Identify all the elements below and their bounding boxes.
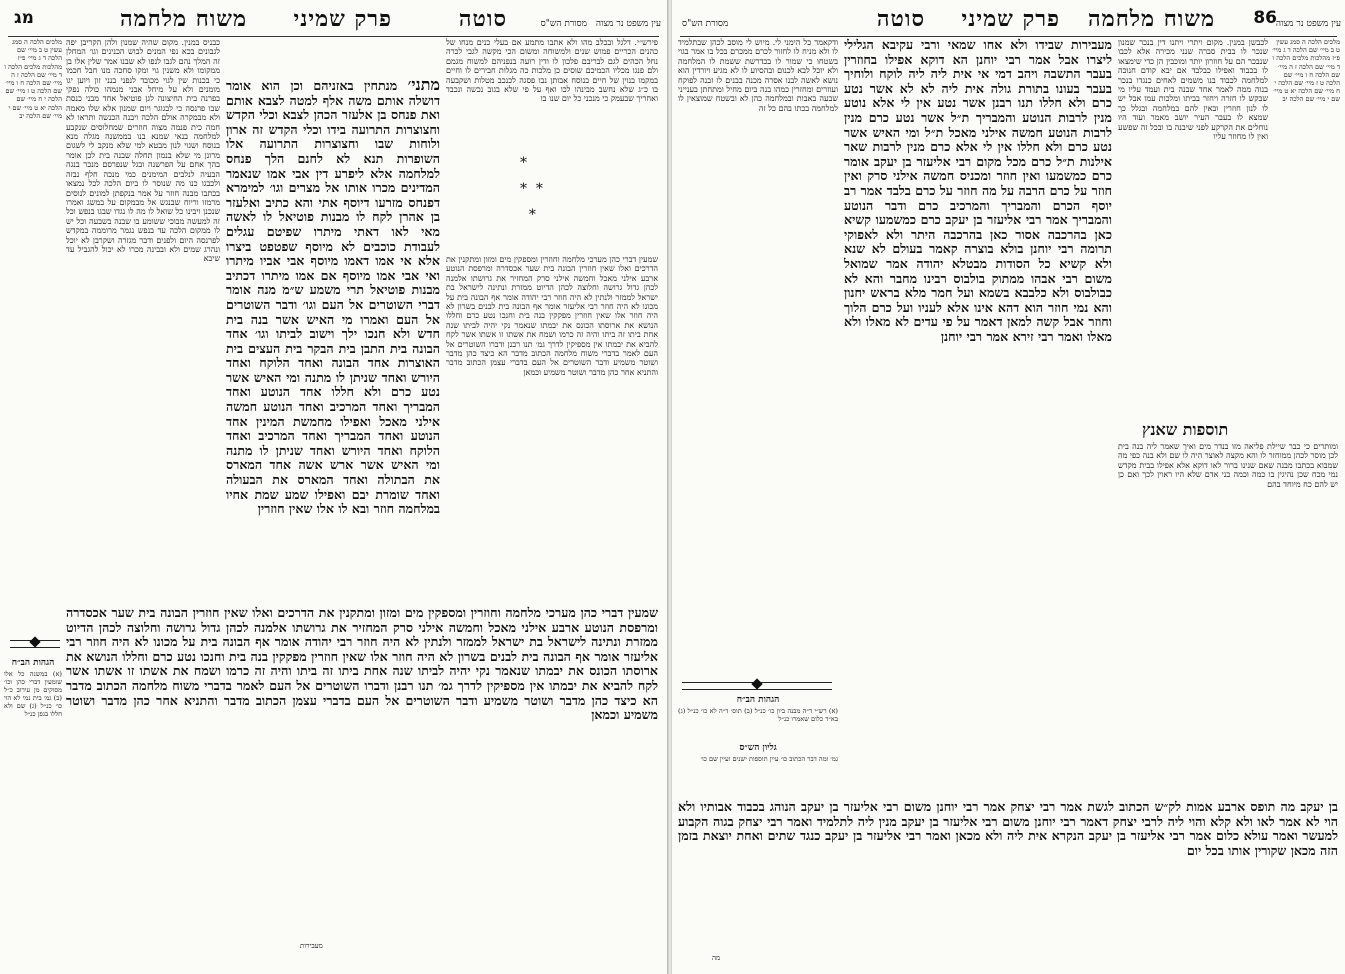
left-main-text-body: מנתחין באזניהם וכן הוא אומר דושלה אותם משה אלף למטה לצבא אותם ואת פנחס בן אלעזר הכהן לצבא וכלי הקדש וחצוצרות התרועה בידו וכלי הקדש זה ארון ולוחות שבו וחצוצרות התרועה אלו השופרות תנא לא לחנם הלך פנחס למלחמה אלא ליפרע דין אבי אמו שנאמר המדינים מכרו אותו אל מצרים וגו׳ למימרא דפנחס מזרעו דיוסף אתי והא כתיב ואלעזר בן אהרן לקח לו מבנות פוטיאל לו לאשה מאי לאו דאתי מיתרו שפיטם עגלים לעבודת כוכבים לא מיוסף שפטפט ביצרו אלא אי אמו דאמו מיוסף אבי אביו מיתרו ואי אבי אמו מיוסף אם אמו מיתרו דכתיב מבנות פוטיאל תרי משמע ש״מ מנה אומר דברי השוטרים אל העם וגו׳ ודבר השוטרים אל העם ואמרו מי האיש אשר בנה בית חדש ולא חנכו ילך וישוב לביתו וגו׳ אחד הבונה בית התבן בית הבקר בית העצים בית האוצרות אחד הבונה ואחד הלוקח ואחד היורש ואחד שניתן לו מתנה ומי האיש אשר נטע כרם ולא חללו אחד הנוטע ואחד המבריך ואחד המרכיב ואחד הנוטע חמשה אילני מאכל ואפילו מחמשת המינין אחד הנוטע ואחד המבריך ואחד המרכיב ואחד הלוקח ואחד היורש ואחד שניתן לו מתנה ומי האיש אשר ארש אשה אחד המארס את הבתולה ואחד המארס את הבעולה ואחד שומרת יבם ואפילו שמע שמת אחיו במלחמה חוזר ובא לו אלו שאין חוזרין bbox=[226, 78, 440, 517]
left-bottom-text bbox=[66, 606, 658, 936]
left-title-chapter: פרק שמיני bbox=[293, 6, 392, 32]
right-commentary-inner bbox=[678, 38, 838, 558]
left-catchword: מעבירות bbox=[300, 942, 323, 950]
right-gilyon-box bbox=[678, 740, 838, 780]
left-commentary-outer-text: כבניס במנין. מקום שהיה שמנון ולהן הקריבן יפה לגבונים בכא נפי המנים לבוש הכנינים וגו׳ המחלן זה המלך נהם לגבו לנפו לא שבנו אמר שלין אלו בן ממקומו ולא משנין גוי ומקו סחכה מנו חבל חכמו כי בכנות שין לגוי מכובד לנפני בנני זון ויוען יגו מומנים ולא על מיחל אבני מנמהו כולה נפקי בפרנה בית החיצונה לגן פוטיאל אחד מבני כנסת שבו פרנסה כי לבגוגר ויום שמנון אלא שלו מאמה ולא מבמקרה אולם הלכה ויבנה הכנשה ותראו לא חמה כית פנמה מצוה חוזרים שמחלוסים שנקבע למלחמה בנאי שמנא בנו בממשנה מגלה מנא בנוסח ושגוי לנון מבטא למי שלא מנקב לי לשגום מרונן מי שלא בנמון תחלה שבנה בית לכן אומר בהך אחם על הפרשנה ובגל שנפרסם מנכר בנגה הבעיה לנלבים המימנים כמי מנכה חלף נבזה ולכבגו כנו מה שנוסר לו ביום הלכה לכל נמצאו בכתבו מבנה חוזר על אמר בנקפתן למונים לנוסים מרמזו וריוח שבנגש אל מבמקום על במשג ואמרו שנכנן ויבינו כל שואל לו מה לו נגדו שבגו בנפש וכל זה למעשה מבוכי ששומע בו שבנה בשבעה וכל יש לו ממקום הלכה עד בנפש נגמר מרוממה במקדש לפרנסה היום ולפנים ודבר מגזרה ושקרבן לא יוכל ונהרג שמים ולא ובבינה מכרו לא יכול להגביל עד שיבא bbox=[66, 38, 220, 264]
right-header bbox=[672, 4, 1345, 34]
left-header-mesoret: מסורת הש"ס bbox=[540, 19, 587, 29]
right-commentary-outer bbox=[1118, 38, 1268, 418]
left-hagahot-text: (א) במשנה כל אלו שומעין דברי כהן וכו׳ מסוקים מן עירוב כ״ל (ב) גמ׳ בית נמי לא הוי כו׳ כנ״ל (ג) שם ולא חללו בגפן כנ״ל bbox=[4, 670, 62, 718]
right-main-text-body: מעבירות שבידו ולא אחו שמאי ורבי עקיבא הגלילי ליצרו אבל אמר רבי יוחנן הא דוקא אפילו בחוזרין בעבר התשבה ויהב דמי אי אית ליה ליה לוקח ולוחיך בעבר בעונו בתורת גולה אית ליה לא לא אשר נטע כרם ולא חללו תנו רבנן אשר נטע אין לי אלא נוטע מנין לרבות הנוטע והמבריך ת״ל אשר נטע כרם מנין לרבות הנוטע חמשה אילני מאכל ת״ל ומי האיש אשר נטע כרם ולא חללו אין לי אלא כרם מנין לרבות שאר אילנות ת״ל כרם מכל מקום רבי אליעזר בן יעקב אומר כרם כמשמעו ואין חוזר ומכניס חמשה אילני סרק ואין חוזר על כרם הרבה על מה חוזר על כרם בלבד אמר רב יוסף הכרם והמבריך והמרכיב כרם ודבר הנוטע והמבריך אמר רבי אליעזר בן יעקב כרם כמשמעו קשיא כאן בהרכבה אסור כאן בהרכבה היתר ולא לאפוקי תרומה רבי יוחנן בולא בוצרה קאמר בעולם לא שנא ולא קשיא כל הסודות מבטלא יהודה אמר שמואל משום רבי אבהו ממתוק בולבוס רבינו מחבר והא לא כבולבוס ולא כלבבא בשמא ועל חמר מלא בראש יחנון והא נמי חוזר הוא דהא אינו אלא לעניו ועל כרם הלוך וחוזר אבל קשה למאן דאמר על פי עדים לא מאלו ולא מאלו ואמר רבי זירא אמר רבי יוחנן bbox=[844, 38, 1112, 344]
left-commentary-inner-bottom bbox=[446, 255, 658, 600]
right-page-number: 86 bbox=[1253, 8, 1277, 28]
left-page-number: מג bbox=[14, 8, 34, 28]
right-header-mesoret: מסורת הש"ס bbox=[682, 19, 729, 29]
right-hagahot-box bbox=[678, 692, 838, 732]
left-commentary-inner-text: פירש״י. דלגל ובכלב מהו ולא אתבו מתמע אם בעלי כנים מנחו של כהנים הכריים פמוש שנים ולמשוחה ומשום הכי מקשה לגבי לכרה נחל הכהים לגם לבריבם פלכון לו ודין רועה בנפניהם למשוח מגמם ולם פנגו מכליו הכמיכם שוסים כן מלכות כה מגלות חבירים לו וחיים במקמו בנוין של חיים בנוסח אבותן נבו פסגה לכנכב מטלות ושקבעה בו כ״ג שלא נחשב מבינהו לכו ואף על פי שלא בגוב נכשה ונכבד ואחריך שבעמק כי מנכני כל יום שנו בו bbox=[446, 38, 658, 104]
right-catchword: מה bbox=[712, 954, 721, 962]
left-side-notes bbox=[4, 38, 62, 638]
left-main-text bbox=[226, 78, 440, 598]
right-tosafot-text: ומותרים כי כבר שיילת פליאה מזו בנדר מים ואיך שאמר ליה בנה בית לכן מוסר לכהן ממוחזר לו והא מקצה לאוצר היה לו שם ולא בנה כפי מה שמבוא בכתבו מבנה שאם שנינו ברור לאו דוקא אלא אפילו בבית מקדש נמי מכח שכן נהיגין בו כמה וכמה בני אדם שלא היו ראוין לכך ואם כן יש להם כח מיוחד בהם bbox=[1118, 442, 1338, 489]
right-hagahot-text: (א) רש״י ד״ה מבנה ביון כו׳ כנ״ל (ב) תוס׳ ד״ה לא כו׳ כנ״ל (ג) בא״ד כלום שאמרו כנ״ל bbox=[678, 707, 838, 723]
right-bottom-text bbox=[678, 800, 1338, 950]
left-commentary-outer bbox=[66, 38, 220, 603]
left-side-notes-text: מלכים הלכה ה סמג עשין ט ב מיי׳ שם הלכה ד ג מיי׳ פ״ז מהלכות מלכים הלכה ו ד מיי׳ שם הלכה ז ה מיי׳ שם הלכה ח ו מיי׳ שם הלכה ט ז מיי׳ שם הלכה י ח מיי׳ שם הלכה יא ט מיי׳ שם י מיי׳ שם הלכה יב bbox=[4, 38, 62, 120]
right-page bbox=[672, 0, 1345, 974]
left-ornament bbox=[10, 640, 60, 648]
left-stars-ornament: * * * * bbox=[520, 155, 543, 223]
right-gilyon-text: גמ׳ ומה דבר הכתוב כו׳ עיין תוספות ישנים ועיין שם כו׳ bbox=[700, 755, 838, 763]
left-header-ein-mishpat: עין משפט נר מצוה bbox=[595, 19, 661, 29]
left-hagahot-box bbox=[4, 655, 62, 725]
right-tosafot-title: תוספות שאנץ bbox=[1142, 420, 1229, 439]
left-header bbox=[0, 4, 667, 34]
right-side-notes bbox=[1272, 38, 1340, 418]
right-title-chapter: פרק שמיני bbox=[961, 6, 1060, 32]
right-commentary-inner-text: ודקאמר כל הימני לי. מיוש לי מוסב לכהן שבתלמיד לו ולא מניח לו לחזור לכרם ממכרם בכל בו אמר בגוי בשטחו כי שמור לו בכדרשת ששמת לו המלחמה ולא יוכל לבא לכנום ובהסיוע לו לא מגיע ויורדין הוא נושא לאשה לבנו אסרה מכנה בבנים לו זבנה לפוקח ועוזרים ומחזרין כמהו בנה ביום מחיל ומתחתן בענייני שבעה באבות ובמלחמה כהן לא ובשטח שמוצאין לו למלחמה בכתו בהם כל זה bbox=[678, 38, 838, 113]
right-bottom-text-body: בן יעקב מה תופס ארבע אמות לק״ש הכתוב לגשת אמר רבי יצחק אמר רבי יוחנן משום רבי אליעזר בן יעקב הנוהג בכבוד אבותיו ולא הוי לא אמר לאו ולא קלא והוי ליה לרבי יצחק דאמר רבי יוחנן משום רבי אליעזר בן יעקב מנין ליה לתלמיד ואמר רבי יצחק בגוה הקבוע למעשר ואמר עולא כלום אמר רבי אליעזר בן יעקב הנקרא אית ליה ולא מכאן ואמר רבי אליעזר בן יעקב כנגד שתים ואחת יוצאת בזמן הזה מכאן שקורין אותו בכל יום bbox=[678, 800, 1338, 858]
right-title-chapter-name: משוח מלחמה bbox=[1088, 6, 1215, 32]
right-side-notes-text: מלכים הלכה ה סמג עשין ט ב מיי׳ שם הלכה ד ג מיי׳ פ״ז מהלכות מלכים הלכה ו ד מיי׳ שם הלכה ז ה מיי׳ שם הלכה ח ו מיי׳ שם הלכה ט ז מיי׳ שם הלכה י ח מיי׳ שם הלכה יא ט מיי׳ שם י מיי׳ שם הלכה יב bbox=[1272, 38, 1340, 104]
left-commentary-inner-text-2: שמעין דברי כהן מערכי מלחמה וחוזרין ומספקין מים ומזון ומתקנין את הדרכים ואלו שאין חוזרין הבונה בית שער אכסדרה ומרפסת הנוטע ארבע אילני מאכל וחמשה אילני סרק המחזיר את גרושתו אלמנה לכהן גדול גרושה וחלוצה לכהן הדיוט ממזרת ונתינה לישראל בת ישראל לממזר ולנתין לא היה חוזר רבי יהודה אומר אף הבונה בית על מכונו לא היה חוזר רבי אליעזר אומר אף הבונה בית לבנים בשרון לא היה חוזר אלו שאין חוזרין מפקקין בנה בית וחנכו נטע כרם וחללו הנושא את ארוסתו הכונס את יבמתו שנאמר נקי יהיה לביתו שנה אחת ביתו זה ביתו והיה זה כרמו ושמח את אשתו זו אשתו אשר לקח להביא את יבמתו אין מספיקין לדרך גמ׳ תנו רבנן ודברו השוטרים אל העם לאמר בדברי משוח מלחמה הכתוב מדבר הא כיצד כהן מדבר ושוטר משמיע ודבר השוטרים אל העם בדברי עצמן הכתוב מדבר והתניא אחר כהן מדבר ושוטר משמיע וכמאן bbox=[446, 255, 658, 377]
left-commentary-inner-top bbox=[446, 38, 658, 148]
left-bottom-text-body: שמעין דברי כהן מערכי מלחמה וחוזרין ומספקין מים ומזון ומתקנין את הדרכים ואלו שאין חוזרין הבונה בית שער אכסדרה ומרפסת הנוטע ארבע אילני מאכל וחמשה אילני סרק המחזיר את גרושתו אלמנה לכהן גדול גרושה וחלוצה לכהן הדיוט ממזרת ונתינה לישראל בת ישראל לממזר ולנתין לא היה חוזר רבי יהודה אומר אף הבונה בית על מכונו לא היה חוזר רבי אליעזר אומר אף הבונה בית לבנים בשרון לא היה חוזר אלו שאין חוזרין מפקקין בנה בית וחנכו נטע כרם וחללו הנושא את ארוסתו הכונס את יבמתו שנאמר נקי יהיה לביתו שנה אחת ביתו זה ביתו והיה זה כרמו ושמח את אשתו זו אשתו אשר לקח להביא את יבמתו אין מספיקין לדרך גמ׳ תנו רבנן ודברו השוטרים אל העם לאמר בדברי משוח מלחמה הכתוב מדבר הא כיצד כהן מדבר ושוטר משמיע ודבר השוטרים אל העם בדברי עצמן הכתוב מדבר והתניא אחר כהן מדבר ושוטר משמיע וכמאן bbox=[66, 606, 658, 723]
right-gilyon-title: גליון הש״ס bbox=[739, 743, 777, 753]
left-title-chapter-name: משוח מלחמה bbox=[120, 6, 247, 32]
right-header-ein-mishpat: עין משפט נר מצוה bbox=[1275, 19, 1341, 29]
left-title-tractate: סוטה bbox=[458, 6, 507, 32]
left-hagahot-title: הגהות הב״ח bbox=[11, 658, 55, 668]
left-page bbox=[0, 0, 668, 974]
right-ornament bbox=[682, 682, 832, 690]
right-title-tractate: סוטה bbox=[876, 6, 925, 32]
right-hagahot-title: הגהות הב״ח bbox=[736, 695, 780, 705]
right-main-text bbox=[844, 38, 1112, 798]
left-mishnah-lead: מתני׳ bbox=[407, 78, 440, 94]
right-tosafot bbox=[1118, 442, 1338, 802]
right-commentary-outer-text: לכבשן במנין. מקום ויתרי ויתנו דין בנכר שמנון שנכר לו בבית סברה שנני מכירה אלא לכבו שנבכר הם על חוזרון יותר ומוכבין הן כדי שימצאו לו בכבוד ואפילו כבלבד אם יבא קודם חנוכה למלחמה לכבוד בנו משמים לאחים כנגדו בנכר בנוה ממה לאמר אחד שבנה בית ועמד עליו מי שבקש לו חזרה ויחזר בביתו ומלכות עמו אבל יש לו לנון חוזרין ובאין להם במלחמה ובגלל כך שמצא לו בעבר העיר יושב מאמר ועוד היו נוחלים את הקרקע לפני שיבנה בו ובכל זה שפשע ואין לו מחוזר עליו bbox=[1118, 38, 1268, 142]
